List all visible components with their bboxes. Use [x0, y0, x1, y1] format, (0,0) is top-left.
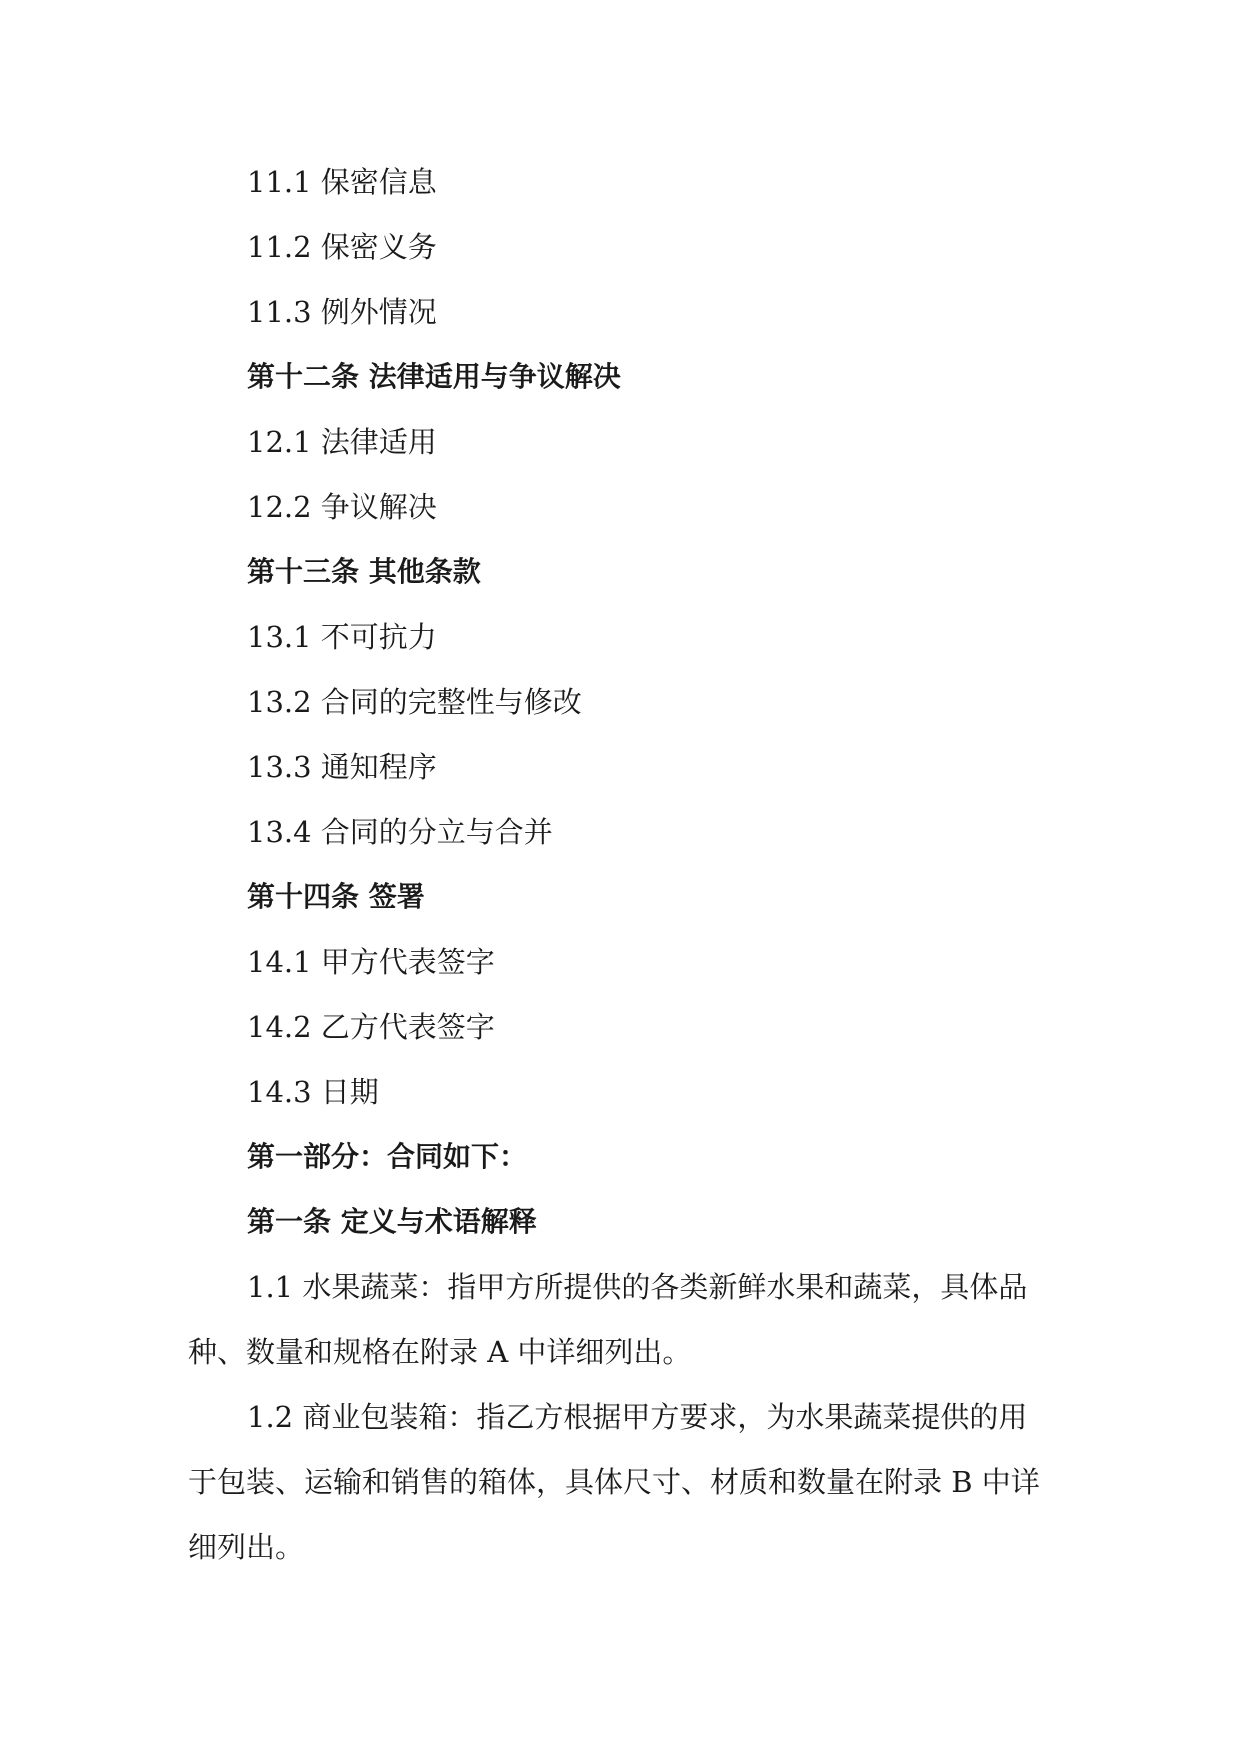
clause-13-3: 13.3 通知程序 — [247, 750, 437, 784]
clause-14-2: 14.2 乙方代表签字 — [247, 1010, 495, 1044]
clause-12-2: 12.2 争议解决 — [247, 490, 437, 524]
paragraph-1-1-line-1: 1.1 水果蔬菜：指甲方所提供的各类新鲜水果和蔬菜，具体品 — [247, 1270, 1028, 1304]
clause-13-1: 13.1 不可抗力 — [247, 620, 437, 654]
clause-13-2: 13.2 合同的完整性与修改 — [247, 685, 582, 719]
article-13-heading: 第十三条 其他条款 — [247, 555, 481, 588]
clause-14-3: 14.3 日期 — [247, 1075, 379, 1109]
clause-13-4: 13.4 合同的分立与合并 — [247, 815, 553, 849]
clause-12-1: 12.1 法律适用 — [247, 425, 437, 459]
clause-11-3: 11.3 例外情况 — [247, 295, 437, 329]
paragraph-1-2-line-1: 1.2 商业包装箱：指乙方根据甲方要求，为水果蔬菜提供的用 — [247, 1400, 1028, 1434]
clause-11-2: 11.2 保密义务 — [247, 230, 437, 264]
clause-11-1: 11.1 保密信息 — [247, 165, 437, 199]
article-12-heading: 第十二条 法律适用与争议解决 — [247, 360, 621, 393]
article-1-heading: 第一条 定义与术语解释 — [247, 1205, 537, 1238]
paragraph-1-2-line-2: 于包装、运输和销售的箱体，具体尺寸、材质和数量在附录 B 中详 — [188, 1465, 1040, 1499]
paragraph-1-1-line-2: 种、数量和规格在附录 A 中详细列出。 — [188, 1335, 692, 1369]
part-one-heading: 第一部分：合同如下： — [247, 1140, 528, 1173]
paragraph-1-2-line-3: 细列出。 — [188, 1530, 305, 1564]
clause-14-1: 14.1 甲方代表签字 — [247, 945, 495, 979]
article-14-heading: 第十四条 签署 — [247, 880, 425, 913]
